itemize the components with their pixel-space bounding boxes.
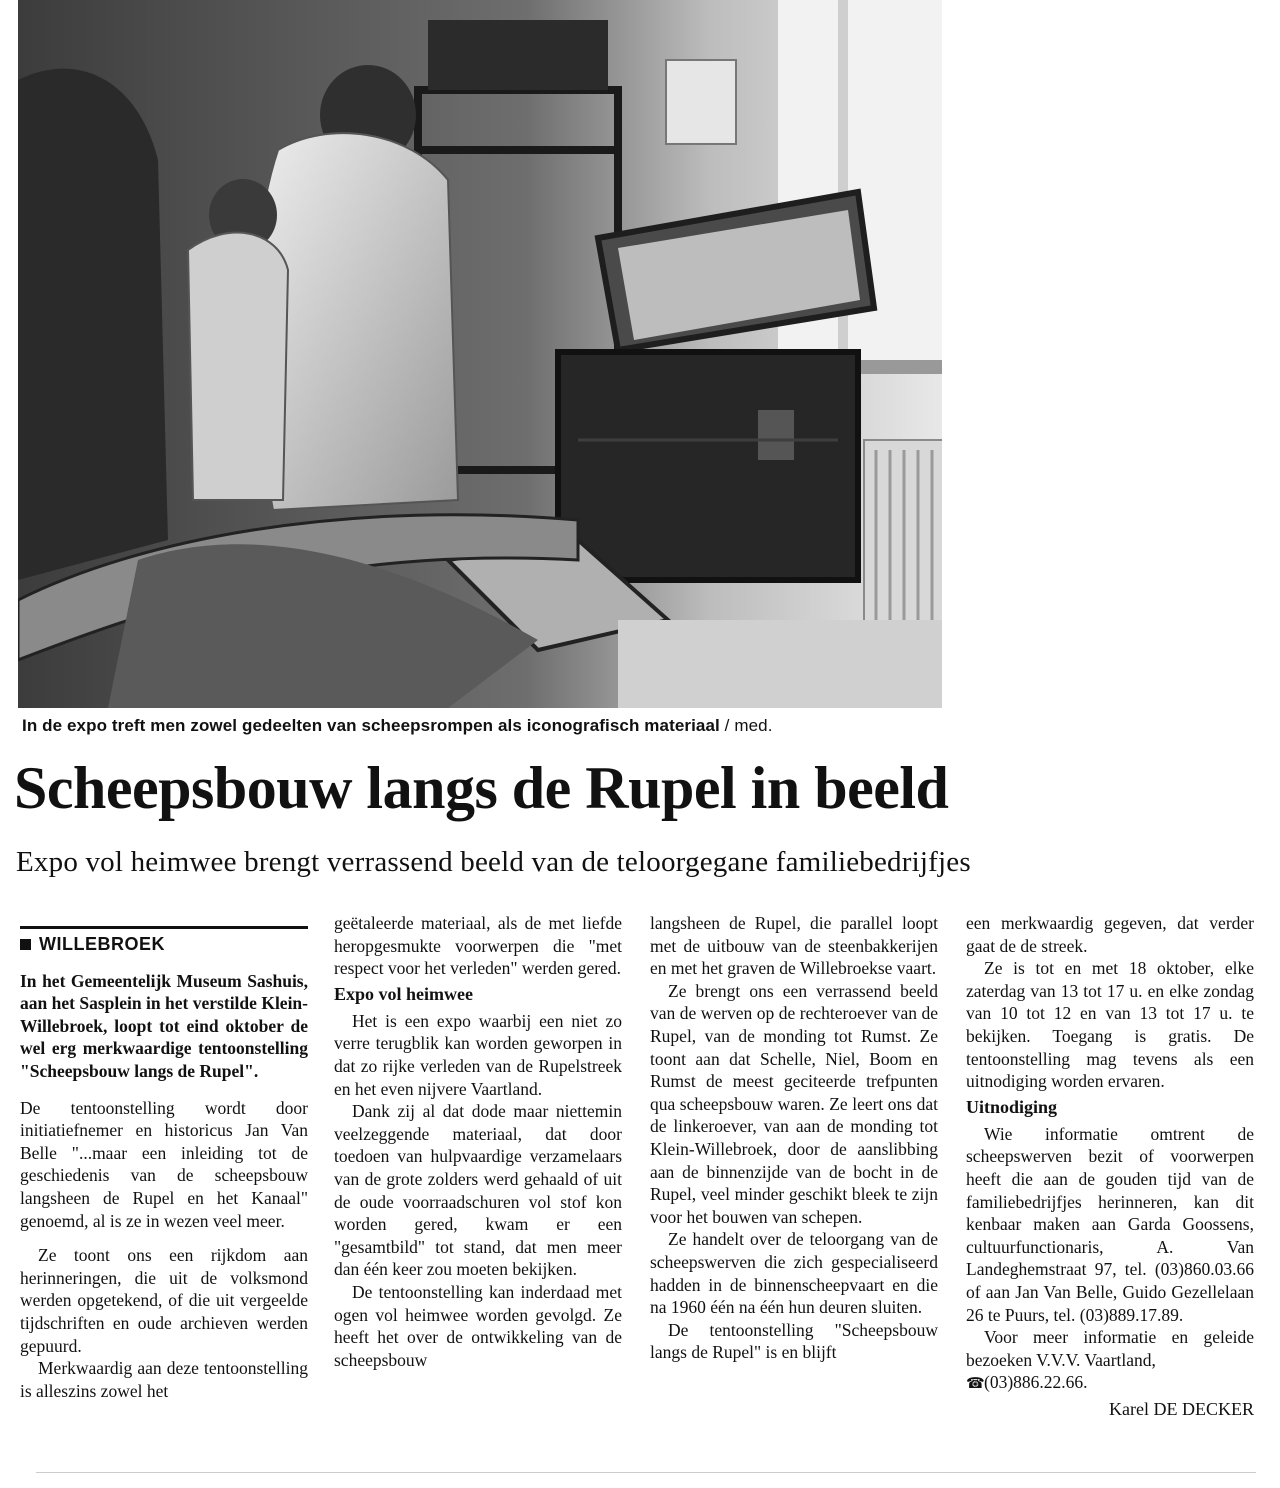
- paragraph: een merkwaardig gegeven, dat verder gaat de de streek.: [966, 913, 1254, 956]
- exhibition-photo: [18, 0, 942, 708]
- article-photo: [18, 0, 942, 708]
- headline: Scheepsbouw langs de Rupel in beeld: [14, 755, 949, 821]
- lead-paragraph: In het Gemeentelijk Museum Sashuis, aan het Sasplein in het verstilde Klein-Willebroek, loopt tot eind oktober de wel erg merkwaardige tentoonstelling "Scheepsbouw langs de Rupel".: [20, 970, 308, 1081]
- paragraph: De tentoonstelling wordt door initiatiefnemer en historicus Jan Van Belle "...maar een inleiding tot de geschiedenis van de scheepsbouw langsheen de Rupel en het Kanaal" genoemd, al is ze in wezen veel meer.: [20, 1097, 308, 1231]
- article-column-2: [334, 912, 622, 1371]
- paragraph: Merkwaardig aan deze tentoonstelling is alleszins zowel het: [20, 1358, 308, 1401]
- paragraph: langsheen de Rupel, die parallel loopt met de uitbouw van de steenbakkerijen en met het graven de Willebroekse vaart.: [650, 913, 938, 979]
- caption-text: In de expo treft men zowel gedeelten van scheepsrompen als iconografisch materiaal: [22, 716, 720, 735]
- article-column-1: [20, 926, 308, 1402]
- section-heading: Expo vol heimwee: [334, 983, 473, 1004]
- author-byline: Karel DE DECKER: [1109, 1398, 1254, 1419]
- square-bullet-icon: [20, 939, 31, 950]
- caption-credit: / med.: [719, 716, 773, 735]
- subheadline: Expo vol heimwee brengt verrassend beeld van de teloorgegane familiebedrijfjes: [16, 846, 971, 878]
- paragraph: Ze handelt over de teloorgang van de scheepswerven die zich gespecialiseerd hadden in de binnenscheepvaart en die na 1960 één na één hun deuren sluiten.: [650, 1229, 938, 1318]
- photo-caption: [22, 716, 952, 740]
- article-column-4: [966, 912, 1254, 1420]
- telephone-icon: ☎: [966, 1376, 985, 1393]
- paragraph: Dank zij al dat dode maar niettemin veelzeggende materiaal, dat door toedoen van hulpvaardige verzamelaars van de grote zolders werd gehaald of uit de oude voorraadschuren vol stof kon worden gered, kwam er een "gesamtbild" tot stand, dat men meer dan één keer zou moeten bekijken.: [334, 1101, 622, 1280]
- dateline: [20, 926, 308, 956]
- paragraph: Ze is tot en met 18 oktober, elke zaterdag van 13 tot 17 u. en elke zondag van 10 tot 12 en van 13 tot 17 u. te bekijken. Toegang is gratis. De tentoonstelling mag tevens als een uitnodiging worden ervaren.: [966, 958, 1254, 1092]
- section-heading: Uitnodiging: [966, 1096, 1058, 1117]
- paragraph: Wie informatie omtrent de scheepswerven bezit of voorwerpen heeft die aan de gouden tijd van de familiebedrijfjes herinneren, kan dit kenbaar maken aan Garda Goossens, cultuurfunctionaris, A. Van Landeghemstraat 97, tel. (03)860.03.66 of aan Jan Van Belle, Guido Gezellelaan 26 te Puurs, tel. (03)889.17.89.: [966, 1123, 1254, 1325]
- dateline-text: WILLEBROEK: [39, 934, 165, 954]
- phone-number: (03)886.22.66.: [984, 1372, 1088, 1393]
- phone-line: [966, 1371, 1254, 1396]
- bottom-rule: [36, 1472, 1256, 1473]
- paragraph: Voor meer informatie en geleide bezoeken V.V.V. Vaartland,: [966, 1327, 1254, 1370]
- paragraph: De tentoonstelling kan inderdaad met ogen vol heimwee worden gevolgd. Ze heeft het over de ontwikkeling van de scheepsbouw: [334, 1281, 622, 1370]
- paragraph: Ze toont ons een rijkdom aan herinneringen, die uit de volksmond werden opgetekend, of die uit vergeelde tijdschriften en oude archieven werden gepuurd.: [20, 1245, 308, 1356]
- paragraph: geëtaleerde materiaal, als de met liefde heropgesmukte voorwerpen die "met respect voor het verleden" werden gered.: [334, 913, 622, 979]
- paragraph: De tentoonstelling "Scheepsbouw langs de Rupel" is en blijft: [650, 1319, 938, 1363]
- paragraph: Ze brengt ons een verrassend beeld van de werven op de rechteroever van de Rupel, van de monding tot Rumst. Ze toont aan dat Schelle, Niel, Boom en Rumst de meest geciteerde trefpunten qua scheepsbouw waren. Ze leert ons dat de linkeroever, van aan de monding tot Klein-Willebroek, door de aanslibbing aan de binnenzijde van de bocht in de Rupel, veel minder geschikt bleek te zijn voor het bouwen van schepen.: [650, 980, 938, 1227]
- paragraph: Het is een expo waarbij een niet zo verre terugblik kan worden geworpen in dat zo rijke verleden van de Rupelstreek en het even nijvere Vaartland.: [334, 1010, 622, 1099]
- article-column-3: [650, 912, 938, 1364]
